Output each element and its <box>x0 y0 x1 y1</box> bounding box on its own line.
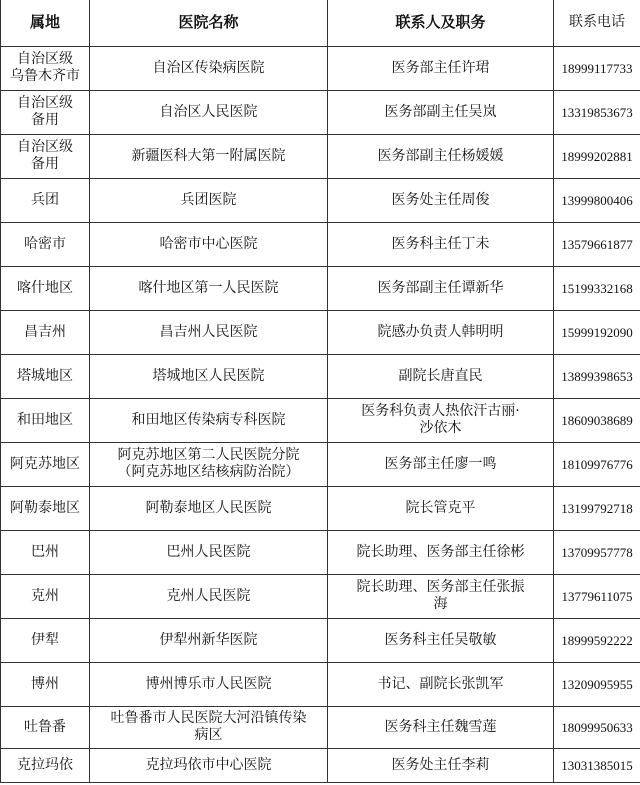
contact-cell-line: 医务部副主任杨媛媛 <box>377 147 504 164</box>
hospital-cell <box>90 178 328 222</box>
phone-cell <box>554 90 640 134</box>
hospital-cell <box>90 398 328 442</box>
table-row <box>1 266 640 310</box>
region-cell-line: 备用 <box>31 112 59 128</box>
region-cell-line: 昌吉州 <box>24 323 66 340</box>
region-cell-line: 巴州 <box>31 543 59 560</box>
region-cell-line: 自治区级 <box>17 51 73 67</box>
phone-cell-line: 13209095955 <box>561 676 633 692</box>
table-row <box>1 662 640 706</box>
hospital-cell <box>90 266 328 310</box>
region-cell-line: 乌鲁木齐市 <box>10 68 80 84</box>
region-cell-line: 喀什地区 <box>17 279 73 296</box>
region-cell <box>1 530 90 574</box>
phone-cell-line: 13899398653 <box>561 368 633 384</box>
hospital-cell-line: 病区 <box>194 727 223 743</box>
contact-cell-line: 海 <box>433 596 448 612</box>
hospital-cell <box>90 442 328 486</box>
region-cell <box>1 310 90 354</box>
region-cell-line: 自治区级 <box>17 139 73 155</box>
phone-cell-line: 15199332168 <box>561 280 633 296</box>
phone-cell <box>554 748 640 782</box>
contact-cell-line: 医务科主任吴敬敏 <box>384 631 497 648</box>
phone-cell <box>554 486 640 530</box>
hospital-cell-line: 博州博乐市人民医院 <box>145 675 272 692</box>
table-row <box>1 310 640 354</box>
contact-cell-line: 院长助理、医务部主任张振 <box>356 579 525 595</box>
contact-cell <box>328 442 554 486</box>
phone-cell <box>554 706 640 748</box>
table-row <box>1 748 640 782</box>
table-row <box>1 574 640 618</box>
region-cell-line: 哈密市 <box>24 235 66 252</box>
hospital-cell-line: 阿勒泰地区人民医院 <box>145 499 272 516</box>
region-cell <box>1 618 90 662</box>
phone-cell-line: 13199792718 <box>561 500 633 516</box>
contact-cell-line: 书记、副院长张凯军 <box>377 675 504 692</box>
header-hospital: 医院名称 <box>90 0 328 46</box>
contact-cell-line: 院感办负责人韩明明 <box>377 323 504 340</box>
phone-cell <box>554 354 640 398</box>
region-cell <box>1 90 90 134</box>
region-cell-line: 兵团 <box>31 191 59 208</box>
phone-cell-line: 18109976776 <box>561 456 633 472</box>
contact-cell <box>328 46 554 90</box>
table-row <box>1 398 640 442</box>
hospital-cell-line: 伊犁州新华医院 <box>159 631 258 648</box>
phone-cell <box>554 530 640 574</box>
hospital-cell-line: 兵团医院 <box>180 191 237 208</box>
table-row <box>1 530 640 574</box>
contact-cell <box>328 530 554 574</box>
header-contact: 联系人及职务 <box>328 0 554 46</box>
table-row <box>1 706 640 748</box>
phone-cell <box>554 662 640 706</box>
phone-cell <box>554 178 640 222</box>
hospital-cell <box>90 486 328 530</box>
contact-cell <box>328 90 554 134</box>
contact-cell-line: 院长助理、医务部主任徐彬 <box>356 543 525 560</box>
hospital-cell <box>90 354 328 398</box>
contact-cell-line: 医务部主任廖一鸣 <box>384 455 497 472</box>
contact-cell <box>328 134 554 178</box>
region-cell-line: 阿克苏地区 <box>10 455 80 472</box>
phone-cell <box>554 134 640 178</box>
hospital-cell-line: （阿克苏地区结核病防治院） <box>117 464 300 480</box>
hospital-cell-line: 昌吉州人民医院 <box>159 323 258 340</box>
contact-cell-line: 医务科主任丁未 <box>391 235 490 252</box>
contact-cell-line: 院长管克平 <box>405 499 476 516</box>
phone-cell <box>554 442 640 486</box>
hospital-cell <box>90 90 328 134</box>
hospital-cell-line: 哈密市中心医院 <box>159 235 258 252</box>
phone-cell-line: 13709957778 <box>561 544 633 560</box>
region-cell <box>1 266 90 310</box>
region-cell <box>1 706 90 748</box>
contact-cell <box>328 266 554 310</box>
header-row <box>1 0 640 46</box>
table-row <box>1 46 640 90</box>
region-cell-line: 吐鲁番 <box>24 718 66 735</box>
contact-cell-line: 医务部副主任吴岚 <box>384 103 497 120</box>
region-cell <box>1 486 90 530</box>
hospital-cell <box>90 134 328 178</box>
region-cell-line: 伊犁 <box>31 631 59 648</box>
region-cell <box>1 222 90 266</box>
phone-cell-line: 13779611075 <box>561 588 633 604</box>
region-cell <box>1 134 90 178</box>
hospital-cell-line: 和田地区传染病专科医院 <box>131 411 286 428</box>
table-row <box>1 178 640 222</box>
contact-cell <box>328 354 554 398</box>
phone-cell <box>554 46 640 90</box>
hospital-cell <box>90 706 328 748</box>
hospital-cell-line: 新疆医科大第一附属医院 <box>131 147 286 164</box>
contact-cell-line: 医务部主任许珺 <box>391 59 490 76</box>
contact-cell-line: 医务科主任魏雪莲 <box>384 718 497 735</box>
region-cell-line: 博州 <box>31 675 59 692</box>
table-row <box>1 618 640 662</box>
phone-cell-line: 13999800406 <box>561 192 633 208</box>
hospital-cell-line: 克拉玛依市中心医院 <box>145 756 272 773</box>
hospital-cell <box>90 574 328 618</box>
hospital-cell-line: 塔城地区人民医院 <box>152 367 265 384</box>
table-row <box>1 90 640 134</box>
contact-cell <box>328 178 554 222</box>
hospital-cell <box>90 748 328 782</box>
region-cell-line: 克拉玛依 <box>17 756 73 773</box>
contact-cell-line: 沙依木 <box>419 420 462 436</box>
phone-cell-line: 15999192090 <box>561 324 633 340</box>
contact-cell <box>328 618 554 662</box>
hospital-cell <box>90 662 328 706</box>
table-row <box>1 442 640 486</box>
table-row <box>1 486 640 530</box>
hospital-cell-line: 吐鲁番市人民医院大河沿镇传染 <box>110 710 307 726</box>
hospital-cell-line: 克州人民医院 <box>166 587 251 604</box>
region-cell <box>1 46 90 90</box>
region-cell <box>1 574 90 618</box>
header-region: 属地 <box>1 0 90 46</box>
contact-cell <box>328 310 554 354</box>
contact-cell-line: 副院长唐直民 <box>398 367 483 384</box>
phone-cell <box>554 618 640 662</box>
table-body <box>1 46 640 782</box>
phone-cell <box>554 222 640 266</box>
region-cell-line: 克州 <box>31 587 59 604</box>
phone-cell-line: 18609038689 <box>561 412 633 428</box>
region-cell-line: 自治区级 <box>17 95 73 111</box>
phone-cell <box>554 310 640 354</box>
hospital-cell-line: 阿克苏地区第二人民医院分院 <box>117 447 300 463</box>
hospital-cell-line: 喀什地区第一人民医院 <box>138 279 279 296</box>
region-cell-line: 塔城地区 <box>17 367 73 384</box>
contact-cell-line: 医务处主任李莉 <box>391 756 490 773</box>
hospital-cell <box>90 46 328 90</box>
phone-cell-line: 13031385015 <box>561 757 633 773</box>
contact-cell <box>328 486 554 530</box>
region-cell <box>1 748 90 782</box>
header-phone: 联系电话 <box>554 0 640 46</box>
phone-cell <box>554 266 640 310</box>
phone-cell-line: 13319853673 <box>561 104 633 120</box>
region-cell-line: 备用 <box>31 156 59 172</box>
table-row <box>1 354 640 398</box>
hospital-cell-line: 自治区传染病医院 <box>152 59 265 76</box>
region-cell <box>1 662 90 706</box>
phone-cell <box>554 398 640 442</box>
contact-cell <box>328 574 554 618</box>
region-cell-line: 阿勒泰地区 <box>10 499 80 516</box>
hospital-cell <box>90 618 328 662</box>
region-cell <box>1 354 90 398</box>
hospital-cell <box>90 530 328 574</box>
region-cell <box>1 442 90 486</box>
phone-cell-line: 18999202881 <box>561 148 633 164</box>
phone-cell-line: 13579661877 <box>561 236 633 252</box>
phone-cell-line: 18099950633 <box>561 719 633 735</box>
region-cell <box>1 178 90 222</box>
contact-cell <box>328 706 554 748</box>
hospital-cell <box>90 310 328 354</box>
hospital-cell-line: 自治区人民医院 <box>159 103 258 120</box>
contact-cell <box>328 222 554 266</box>
phone-cell <box>554 574 640 618</box>
contact-cell <box>328 662 554 706</box>
contact-cell-line: 医务部副主任谭新华 <box>377 279 504 296</box>
region-cell <box>1 398 90 442</box>
region-cell-line: 和田地区 <box>17 411 73 428</box>
contact-cell-line: 医务科负责人热依汗古丽· <box>361 403 520 419</box>
table-row <box>1 222 640 266</box>
table-row <box>1 134 640 178</box>
hospital-cell <box>90 222 328 266</box>
contact-cell <box>328 748 554 782</box>
phone-cell-line: 18999592222 <box>561 632 633 648</box>
contact-cell <box>328 398 554 442</box>
contact-cell-line: 医务处主任周俊 <box>391 191 490 208</box>
phone-cell-line: 18999117733 <box>561 60 633 76</box>
hospital-cell-line: 巴州人民医院 <box>166 543 251 560</box>
